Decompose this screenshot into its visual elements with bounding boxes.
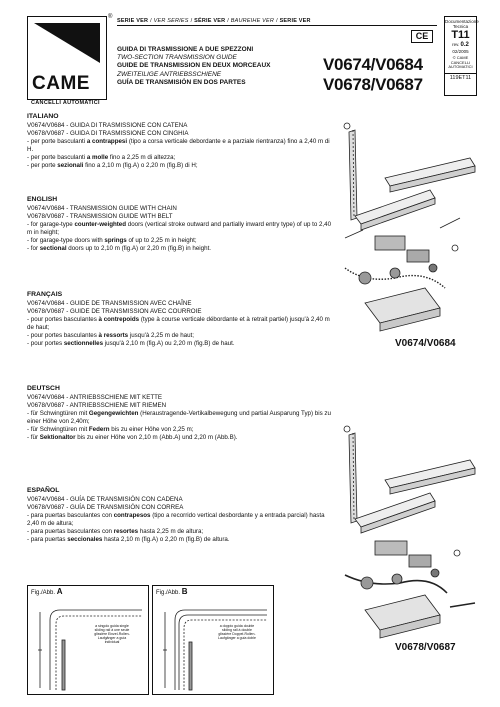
figure-a	[27, 585, 149, 695]
section-heading: ENGLISH	[27, 196, 58, 203]
spec-item: - per porte sezionali fino a 2,10 m (fig.A) o 2,20 m (fig.B) di H;	[27, 162, 198, 169]
spec-item: - per porte basculanti a contrappesi (tipo a corsa verticale debordante e a parziale rientranza) fino a 2,40 m di H.	[27, 138, 330, 153]
product-line: V0674/V0684 - ANTRIEBSSCHIENE MIT KETTE	[27, 394, 163, 401]
header-rule	[117, 25, 437, 26]
product-line: V0674/V0684 - TRANSMISSION GUIDE WITH CHAIN	[27, 205, 177, 212]
figure-b	[152, 585, 274, 695]
product-line: V0674/V0684 - GUIDE DE TRANSMISSION AVEC CHAÎNE	[27, 300, 192, 307]
doc-info-box	[444, 16, 477, 96]
doc-owner: © CAME CANCELLI AUTOMATICI	[448, 55, 473, 69]
product-line: V0674/V0684 - GUÍA DE TRANSMISIÓN CON CADENA	[27, 496, 183, 503]
doc-reference: 119ET11	[445, 73, 476, 81]
title-it: GUIDA DI TRASMISSIONE A DUE SPEZZONI	[117, 46, 254, 53]
spec-item: - pour portes sectionnelles jusqu'à 2,10 m (fig.A) ou 2,20 m (fig.B) de haut.	[27, 340, 235, 347]
model-code-2: V0678/V0687	[323, 75, 423, 94]
brand-name: CAME	[32, 73, 90, 94]
figure-a-note: a singolo guida single sliding rail à une seule glissière Einzel-Rollen-Laufgänger a guía individual	[94, 624, 130, 644]
product-line: V0678/V0687 - GUIDE DE TRANSMISSION AVEC COURROIE	[27, 308, 202, 315]
title-es: GUÍA DE TRANSMISIÓN EN DOS PARTES	[117, 78, 246, 86]
section-espanol	[27, 487, 337, 544]
series-line: SERIE VER / VER SERIES / SÉRIE VER / BAUREIHE VER / SERIE VER	[117, 18, 311, 24]
spec-item: - for garage-type doors with springs of up to 2,25 m in height;	[27, 237, 197, 244]
product-line: V0678/V0687 - GUÍA DE TRANSMISIÓN CON CORREA	[27, 504, 184, 511]
section-english	[27, 196, 337, 253]
section-francais	[27, 291, 337, 348]
title-fr: GUIDE DE TRANSMISSION EN DEUX MORCEAUX	[117, 62, 271, 70]
spec-item: - for sectional doors up to 2,10 m (fig.A) or 2,20 m (fig.B) in height.	[27, 245, 212, 252]
spec-item: - für Schwingtüren mit Gegengewichten (Heraustragende-Vertikalbewegung und partial Ausparung Typ) bis zu einer Höhe von 2,40m;	[27, 410, 331, 425]
series-de: BAUREIHE VER	[230, 18, 275, 24]
product-line: V0678/V0687 - GUIDA DI TRASMISSIONE CON CINGHIA	[27, 130, 189, 137]
title-en: TWO-SECTION TRANSMISSION GUIDE	[117, 54, 237, 62]
spec-item: - für Schwingtüren mit Federn bis zu einer Höhe von 2,25 m;	[27, 426, 194, 433]
diagram-label-chain: V0674/V0684	[395, 338, 456, 349]
spec-item: - pour portes basculantes à ressorts jusqu'à 2,25 m de haut;	[27, 332, 194, 339]
registered-mark: ®	[108, 14, 113, 20]
spec-item: - para puertas seccionales hasta 2,10 m (fig.A) o 2,20 m (fig.B) de altura.	[27, 536, 230, 543]
series-it: SERIE VER	[117, 18, 149, 24]
series-en: VER SERIES	[153, 18, 189, 24]
series-es: SERIE VER	[279, 18, 311, 24]
ce-mark: CE	[411, 30, 433, 43]
model-code-1: V0674/V0684	[323, 55, 423, 74]
doc-revision: rev. 0.2	[452, 42, 469, 48]
product-line: V0678/V0687 - TRANSMISSION GUIDE WITH BELT	[27, 213, 173, 220]
exploded-view-belt-diagram	[335, 425, 480, 647]
sectional-door-double-rail-diagram	[157, 600, 269, 692]
section-italiano	[27, 113, 337, 170]
diagram-label-belt: V0678/V0687	[395, 642, 456, 653]
spec-item: - para puertas basculantes con contrapesos (tipo a recorrido vertical desbordante y a entrada parcial) hasta 2,40 m de altura;	[27, 512, 325, 527]
spec-item: - für Sektionaltor bis zu einer Höhe von 2,10 m (Abb.A) und 2,20 m (Abb.B).	[27, 434, 238, 441]
logo-emblem-icon	[28, 17, 106, 69]
document-titles	[117, 46, 317, 87]
doc-code: T11	[451, 29, 470, 41]
title-de: ZWEITEILIGE ANTRIEBSSCHIENE	[117, 70, 222, 78]
section-heading: ITALIANO	[27, 113, 59, 120]
doc-type: Documentazione Tecnica	[445, 19, 479, 29]
figure-a-label: Fig./Abb. A	[31, 587, 63, 596]
doc-date: 02/2005	[452, 49, 469, 54]
product-line: V0678/V0687 - ANTRIEBSSCHIENE MIT RIEMEN	[27, 402, 167, 409]
spec-item: - per porte basculanti a molle fino a 2,25 m di altezza;	[27, 154, 176, 161]
figure-b-label: Fig./Abb. B	[156, 587, 188, 596]
exploded-view-chain-diagram	[335, 118, 480, 340]
section-deutsch	[27, 385, 337, 442]
spec-item: - pour portes basculantes à contrepoids (type à course verticale débordante et à retrait partiel) jusqu'à 2,40 m de haut;	[27, 316, 330, 331]
section-heading: DEUTSCH	[27, 385, 60, 392]
sectional-door-single-rail-diagram	[32, 600, 144, 692]
spec-item: - para puertas basculantes con resortes hasta 2,25 m de altura;	[27, 528, 204, 535]
product-line: V0674/V0684 - GUIDA DI TRASMISSIONE CON CATENA	[27, 122, 188, 129]
brand-subtitle: CANCELLI AUTOMATICI	[31, 100, 100, 106]
series-fr: SÉRIE VER	[194, 18, 226, 24]
section-heading: FRANÇAIS	[27, 291, 63, 298]
section-heading: ESPAÑOL	[27, 487, 60, 494]
figure-b-note: a doppio guida double sliding rail à double glissière Doppel-Rollen-Laufgänger a guía doble	[218, 624, 256, 640]
came-logo	[27, 16, 107, 106]
spec-item: - for garage-type counter-weighted doors (vertical stroke outward and partially inward entry type) of up to 2,40 m in height;	[27, 221, 332, 236]
